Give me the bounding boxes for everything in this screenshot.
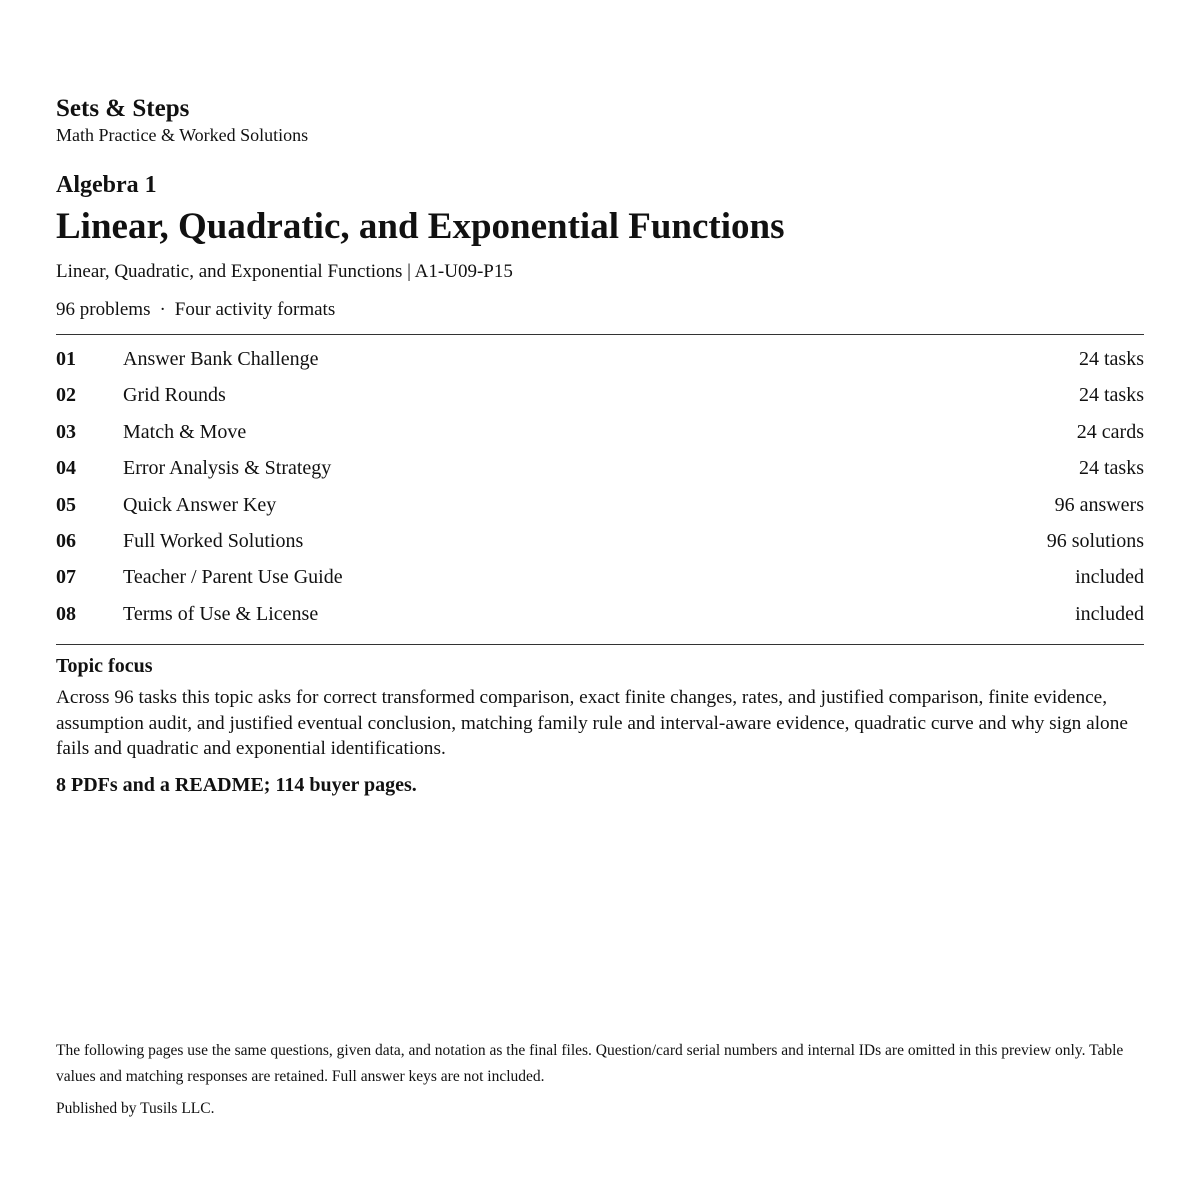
brand-tagline: Math Practice & Worked Solutions — [56, 125, 309, 145]
contents-row-label: Quick Answer Key — [123, 493, 277, 516]
contents-row — [56, 377, 1144, 413]
contents-row — [56, 487, 1144, 523]
topic-section — [56, 653, 1144, 762]
preview-note: The following pages use the same questions, given data, and notation as the final files. Question/card serial numbers and internal IDs are omitted in this preview only. Table values and matching responses are retained. Full answer keys are not included. — [56, 1042, 1124, 1085]
contents-row — [56, 559, 1144, 595]
meta-separator: · — [159, 299, 166, 320]
contents-row-label: Grid Rounds — [123, 384, 226, 407]
contents-row-number: 04 — [56, 457, 76, 480]
contents-row-number: 01 — [56, 348, 76, 370]
contents-row-count: included — [1075, 602, 1144, 625]
problem-count: 96 problems — [56, 299, 151, 320]
page-subtitle: Linear, Quadratic, and Exponential Functions | A1-U09-P15 — [56, 261, 513, 282]
contents-row — [56, 523, 1144, 559]
contents-row-number: 02 — [56, 384, 76, 407]
topic-description: Across 96 tasks this topic asks for correct transformed comparison, exact finite changes, rates, and justified comparison, finite evidence, assumption audit, and justified eventual conclusion, matching family rule and interval-aware evidence, quadratic curve and why sign alone fails and quadratic and exponential identifications. — [56, 687, 1128, 760]
contents-row-count: 96 answers — [1054, 493, 1144, 516]
contents-row — [56, 596, 1144, 632]
topic-heading: Topic focus — [56, 655, 153, 678]
contents-row-number: 05 — [56, 493, 76, 516]
contents-row-number: 08 — [56, 602, 76, 625]
contents-row-count: 24 cards — [1076, 420, 1144, 443]
page-title: Linear, Quadratic, and Exponential Functions — [56, 206, 785, 247]
brand-header — [56, 94, 1144, 146]
brand-name: Sets & Steps — [56, 95, 190, 122]
contents-row-label: Match & Move — [123, 420, 247, 443]
footer — [56, 1038, 1144, 1122]
course-name: Algebra 1 — [56, 172, 157, 198]
contents-row-label: Error Analysis & Strategy — [123, 457, 332, 480]
contents-row-label: Teacher / Parent Use Guide — [123, 566, 343, 589]
contents-row-count: included — [1075, 566, 1144, 589]
product-sheet — [56, 94, 1144, 798]
contents-row — [56, 414, 1144, 450]
publisher-line: Published by Tusils LLC. — [56, 1100, 215, 1117]
contents-row-number: 06 — [56, 529, 76, 552]
contents-row-count: 24 tasks — [1079, 384, 1144, 407]
contents-row-number: 07 — [56, 566, 76, 589]
contents-list — [56, 335, 1144, 645]
files-summary: 8 PDFs and a README; 114 buyer pages. — [56, 773, 417, 796]
contents-row-count: 24 tasks — [1079, 457, 1144, 480]
contents-row-label: Terms of Use & License — [123, 602, 319, 625]
contents-row — [56, 341, 1144, 377]
meta-line — [56, 298, 1144, 335]
contents-row-number: 03 — [56, 420, 76, 443]
contents-row-count: 96 solutions — [1046, 529, 1144, 552]
format-count: Four activity formats — [174, 299, 336, 320]
contents-row-label: Full Worked Solutions — [123, 529, 304, 552]
contents-row-label: Answer Bank Challenge — [123, 348, 319, 370]
contents-row — [56, 450, 1144, 486]
contents-row-count: 24 tasks — [1079, 348, 1144, 370]
